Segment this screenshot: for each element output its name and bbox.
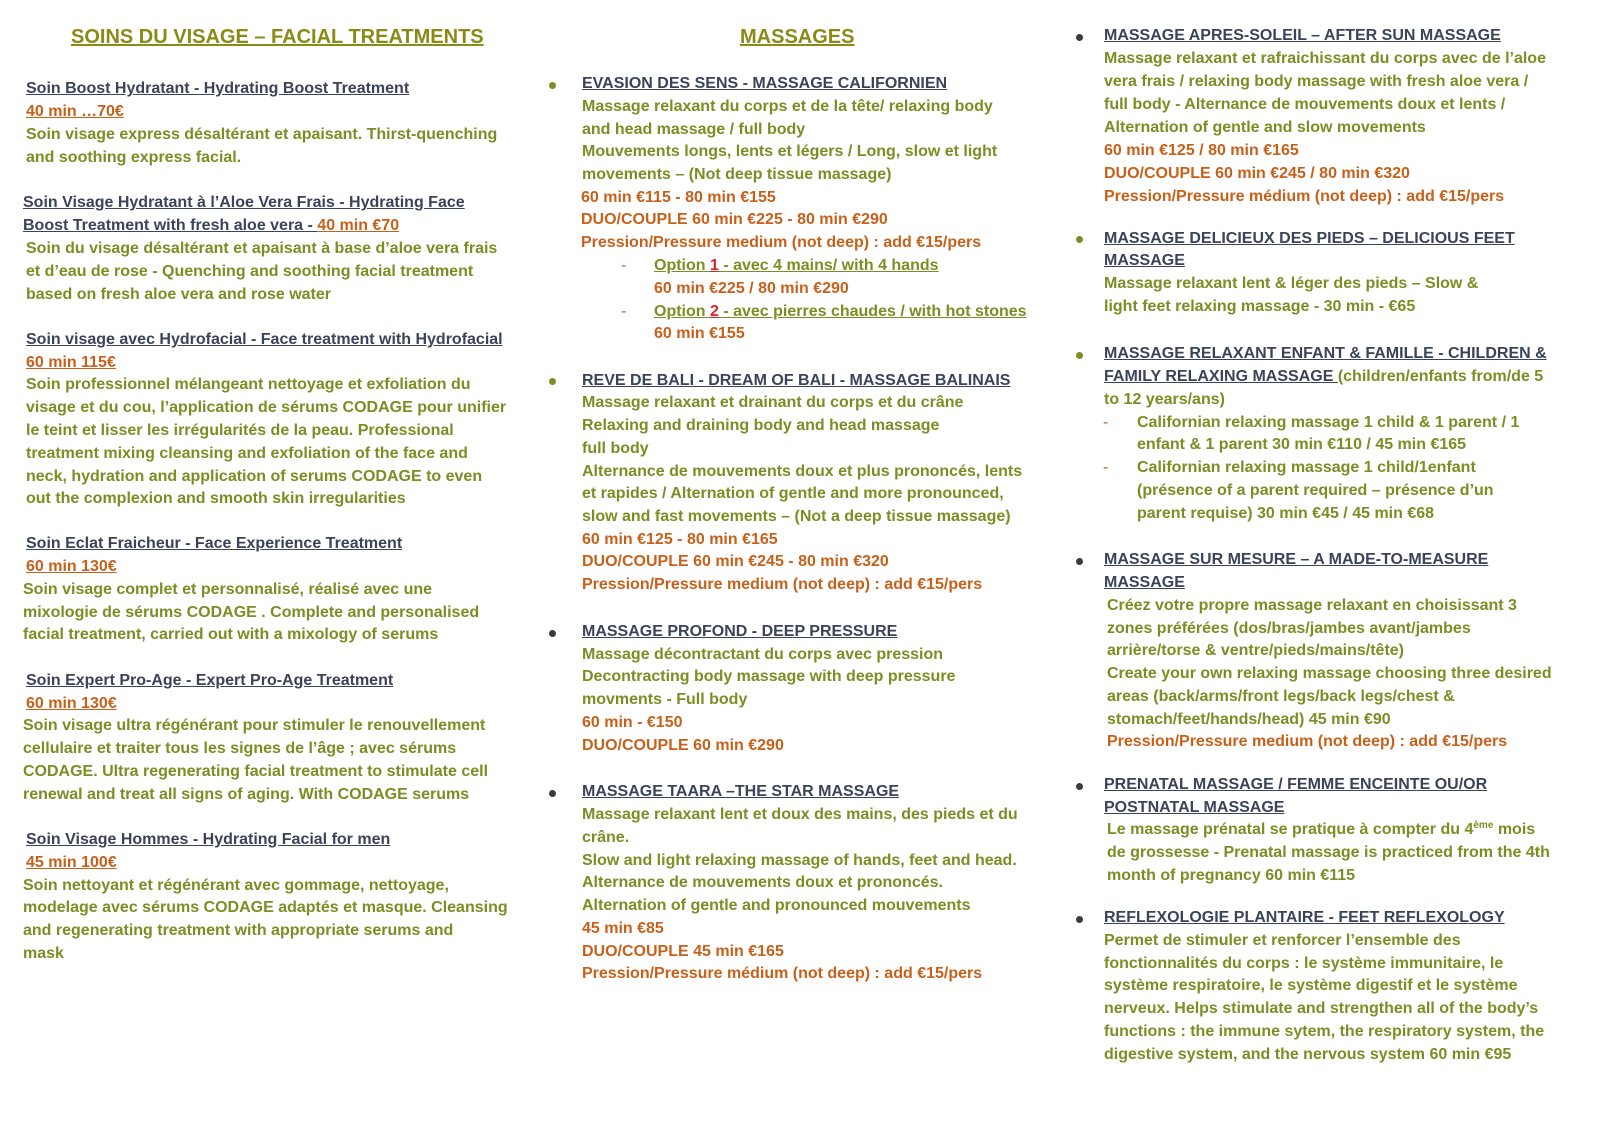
- massage-price: 45 min €85: [582, 920, 664, 937]
- facial-item-desc: and regenerating treatment with appropriate serums and: [23, 922, 454, 939]
- facial-item-desc: facial treatment, carried out with a mixology of serums: [23, 626, 439, 643]
- facial-item-desc: CODAGE. Ultra regenerating facial treatment to stimulate cell: [23, 763, 489, 780]
- facial-item-desc: Soin visage express désaltérant et apaisant. Thirst-quenching: [26, 126, 498, 143]
- facial-item-desc: Soin visage ultra régénérant pour stimuler le renouvellement: [23, 717, 486, 734]
- facial-item-desc: modelage avec sérums CODAGE adaptés et masque. Cleansing: [23, 899, 508, 916]
- facial-item-desc: renewal and treat all signs of aging. With CODAGE serums: [23, 786, 470, 803]
- facial-item-desc: and soothing express facial.: [26, 149, 242, 166]
- bullet-icon: [549, 790, 556, 797]
- bullet-icon: [1076, 352, 1083, 359]
- facial-item-name: Soin visage avec Hydrofacial - Face treatment with Hydrofacial: [26, 331, 503, 348]
- massage-desc: and head massage / full body: [582, 121, 806, 138]
- facial-item-desc: mask: [23, 945, 64, 962]
- bullet-icon: [1076, 34, 1083, 41]
- bullet-icon: [549, 378, 556, 385]
- massage-option: Californian relaxing massage 1 child & 1 parent / 1: [1137, 414, 1520, 431]
- massage-desc: digestive system, and the nervous system 60 min €95: [1104, 1046, 1512, 1063]
- ordinal-suffix: ème: [1473, 820, 1494, 831]
- massage-option: parent requise) 30 min €45 / 45 min €68: [1137, 505, 1435, 522]
- facial-item-price: 40 min €70: [317, 217, 400, 234]
- massage-desc: arrière/torse & ventre/pieds/mains/tête): [1107, 642, 1405, 659]
- option-number: 1: [709, 257, 719, 274]
- massage-desc: fonctionnalités du corps : le système immunitaire, le: [1104, 955, 1504, 972]
- massage-pressure: Pression/Pressure médium (not deep) : add €15/pers: [1104, 188, 1505, 205]
- massage-desc: Massage relaxant du corps et de la tête/ relaxing body: [582, 98, 993, 115]
- dash-bullet-icon: -: [621, 257, 627, 274]
- massages-title: MASSAGES: [740, 26, 855, 48]
- dash-bullet-icon: -: [1103, 414, 1109, 431]
- massage-desc: Slow and light relaxing massage of hands, feet and head.: [582, 852, 1017, 869]
- massage-pressure: Pression/Pressure medium (not deep) : add €15/pers: [582, 576, 983, 593]
- massage-price: 60 min €115 - 80 min €155: [581, 189, 776, 206]
- massage-desc: slow and fast movements – (Not a deep tissue massage): [582, 508, 1011, 525]
- massage-name: MASSAGE: [1104, 252, 1185, 269]
- massage-price: DUO/COUPLE 60 min €290: [582, 737, 784, 754]
- dash-bullet-icon: -: [1103, 459, 1109, 476]
- facial-item-name: Soin Visage Hommes - Hydrating Facial for men: [26, 831, 391, 848]
- massage-name: EVASION DES SENS - MASSAGE CALIFORNIEN: [582, 75, 948, 92]
- massage-option: enfant & 1 parent 30 min €110 / 45 min €165: [1137, 436, 1467, 453]
- facial-item-name: Soin Expert Pro-Age - Expert Pro-Age Treatment: [26, 672, 394, 689]
- massage-pressure: Pression/Pressure medium (not deep) : add €15/pers: [1107, 733, 1508, 750]
- option-number: 2: [709, 303, 719, 320]
- massage-desc: vera frais / relaxing body massage with fresh aloe vera /: [1104, 73, 1529, 90]
- option-price: 60 min €225 / 80 min €290: [654, 280, 849, 297]
- bullet-icon: [549, 630, 556, 637]
- facial-title: SOINS DU VISAGE – FACIAL TREATMENTS: [71, 26, 484, 48]
- massage-desc: movments - Full body: [582, 691, 748, 708]
- facial-item-desc: treatment mixing cleansing and exfoliation of the face and: [26, 445, 468, 462]
- massage-desc: Massage relaxant et rafraichissant du corps avec de l’aloe: [1104, 50, 1546, 67]
- facial-item-desc: et d’eau de rose - Quenching and soothing facial treatment: [26, 263, 474, 280]
- massage-desc: Mouvements longs, lents et légers / Long, slow et light: [582, 143, 998, 160]
- massage-name: PRENATAL MASSAGE / FEMME ENCEINTE OU/OR: [1104, 776, 1488, 793]
- massage-price: 60 min - €150: [582, 714, 683, 731]
- massage-desc: Relaxing and draining body and head massage: [582, 417, 940, 434]
- option-desc: - avec 4 mains/ with 4 hands: [718, 257, 939, 274]
- massage-name: REVE DE BALI - DREAM OF BALI - MASSAGE BALINAIS: [582, 372, 1011, 389]
- massage-desc: Permet de stimuler et renforcer l’ensemble des: [1104, 932, 1461, 949]
- massage-desc: Créez votre propre massage relaxant en choisissant 3: [1107, 597, 1517, 614]
- massage-price: DUO/COUPLE 60 min €225 - 80 min €290: [581, 211, 888, 228]
- option-label: Option: [654, 303, 710, 320]
- massage-name: POSTNATAL MASSAGE: [1104, 799, 1285, 816]
- facial-item-name-line: [23, 214, 399, 237]
- massage-option: (présence of a parent required – présence d’un: [1137, 482, 1494, 499]
- massage-desc: movements – (Not deep tissue massage): [582, 166, 892, 183]
- massage-desc: Alternance de mouvements doux et plus prononcés, lents: [582, 463, 1023, 480]
- massage-desc: areas (back/arms/front legs/back legs/chest &: [1107, 688, 1455, 705]
- massage-desc: full body - Alternance de mouvements doux et lents /: [1104, 96, 1506, 113]
- facial-item-name: Boost Treatment with fresh aloe vera -: [23, 217, 318, 234]
- massage-desc: zones préférées (dos/bras/jambes avant/jambes: [1107, 620, 1471, 637]
- massage-name: MASSAGE TAARA –THE STAR MASSAGE: [582, 783, 900, 800]
- facial-item-desc: Soin visage complet et personnalisé, réalisé avec une: [23, 581, 433, 598]
- facial-item-price: 60 min 130€: [26, 558, 117, 575]
- facial-item-price: 60 min 130€: [26, 695, 117, 712]
- facial-item-price: 45 min 100€: [26, 854, 117, 871]
- massage-desc: Massage relaxant lent & léger des pieds – Slow &: [1104, 275, 1479, 292]
- massage-desc: full body: [582, 440, 649, 457]
- massage-pressure: Pression/Pressure medium (not deep) : add €15/pers: [581, 234, 982, 251]
- facial-item-name: Soin Eclat Fraicheur - Face Experience Treatment: [26, 535, 403, 552]
- massage-name: MASSAGE: [1104, 574, 1185, 591]
- massage-desc: stomach/feet/hands/head) 45 min €90: [1107, 711, 1391, 728]
- facial-item-desc: based on fresh aloe vera and rose water: [26, 286, 332, 303]
- massage-desc: Alternance de mouvements doux et prononcés.: [582, 874, 943, 891]
- option-price: 60 min €155: [654, 325, 745, 342]
- facial-item-desc: le teint et lisser les irrégularités de la peau. Professional: [26, 422, 454, 439]
- dash-bullet-icon: -: [621, 303, 627, 320]
- massage-desc: et rapides / Alternation of gentle and more pronounced,: [582, 485, 1004, 502]
- massage-price: DUO/COUPLE 60 min €245 - 80 min €320: [582, 553, 889, 570]
- massage-name: MASSAGE DELICIEUX DES PIEDS – DELICIOUS FEET: [1104, 230, 1515, 247]
- massage-desc: [1107, 818, 1535, 841]
- massage-desc: Massage relaxant lent et doux des mains, des pieds et du: [582, 806, 1018, 823]
- massage-price: DUO/COUPLE 60 min €245 / 80 min €320: [1104, 165, 1410, 182]
- massage-age-range: to 12 years/ans): [1104, 391, 1225, 408]
- facial-item-desc: Soin du visage désaltérant et apaisant à base d’aloe vera frais: [26, 240, 498, 257]
- massage-desc: crâne.: [582, 829, 630, 846]
- massage-desc: de grossesse - Prenatal massage is practiced from the 4th: [1107, 844, 1550, 861]
- massage-desc: light feet relaxing massage - 30 min - €65: [1104, 298, 1416, 315]
- bullet-icon: [1076, 916, 1083, 923]
- bullet-icon: [1076, 783, 1083, 790]
- massage-price: 60 min €125 / 80 min €165: [1104, 142, 1299, 159]
- facial-item-name: Soin Boost Hydratant - Hydrating Boost Treatment: [26, 80, 410, 97]
- massage-desc: Alternation of gentle and pronounced mouvements: [582, 897, 971, 914]
- massage-desc: système respiratoire, le système digestif et le système: [1104, 977, 1518, 994]
- massage-price: DUO/COUPLE 45 min €165: [582, 943, 784, 960]
- massage-name: FAMILY RELAXING MASSAGE: [1104, 368, 1338, 385]
- massage-desc: Massage relaxant et drainant du corps et du crâne: [582, 394, 964, 411]
- facial-item-name: Soin Visage Hydratant à l’Aloe Vera Frais - Hydrating Face: [23, 194, 465, 211]
- massage-desc-text: Le massage prénatal se pratique à compter du 4: [1107, 821, 1474, 838]
- massage-desc-text: mois: [1493, 821, 1536, 838]
- bullet-icon: [549, 82, 556, 89]
- option-2: [654, 300, 1027, 323]
- option-desc: - avec pierres chaudes / with hot stones: [718, 303, 1027, 320]
- massage-name: MASSAGE RELAXANT ENFANT & FAMILLE - CHILDREN &: [1104, 345, 1547, 362]
- massage-desc: functions : the immune sytem, the respiratory system, the: [1104, 1023, 1545, 1040]
- massage-age-range: (children/enfants from/de 5: [1337, 368, 1544, 385]
- facial-item-desc: Soin professionnel mélangeant nettoyage et exfoliation du: [26, 376, 471, 393]
- massage-name: MASSAGE APRES-SOLEIL – AFTER SUN MASSAGE: [1104, 27, 1501, 44]
- option-label: Option: [654, 257, 710, 274]
- massage-desc: Decontracting body massage with deep pressure: [582, 668, 956, 685]
- massage-price: 60 min €125 - 80 min €165: [582, 531, 778, 548]
- massage-name-line: [1104, 365, 1543, 388]
- bullet-icon: [1076, 558, 1083, 565]
- facial-item-desc: cellulaire et traiter tous les signes de l’âge ; avec sérums: [23, 740, 457, 757]
- facial-item-price: 60 min 115€: [26, 354, 116, 371]
- massage-desc: nerveux. Helps stimulate and strengthen all of the body’s: [1104, 1000, 1539, 1017]
- facial-item-price: 40 min …70€: [26, 103, 124, 120]
- massage-desc: Massage décontractant du corps avec pression: [582, 646, 944, 663]
- facial-item-desc: out the complexion and smooth skin irregularities: [26, 490, 406, 507]
- bullet-icon: [1076, 236, 1083, 243]
- massage-desc: Create your own relaxing massage choosing three desired: [1107, 665, 1552, 682]
- massage-name: MASSAGE PROFOND - DEEP PRESSURE: [582, 623, 898, 640]
- massage-option: Californian relaxing massage 1 child/1enfant: [1137, 459, 1476, 476]
- facial-item-desc: Soin nettoyant et régénérant avec gommage, nettoyage,: [23, 877, 449, 894]
- massage-name: REFLEXOLOGIE PLANTAIRE - FEET REFLEXOLOGY: [1104, 909, 1505, 926]
- massage-desc: month of pregnancy 60 min €115: [1107, 867, 1356, 884]
- massage-desc: Alternation of gentle and slow movements: [1104, 119, 1426, 136]
- facial-item-desc: neck, hydration and application of serums CODAGE to even: [26, 468, 483, 485]
- massage-pressure: Pression/Pressure médium (not deep) : add €15/pers: [582, 965, 983, 982]
- facial-item-desc: visage et du cou, l’application de sérums CODAGE pour unifier: [26, 399, 507, 416]
- facial-item-desc: mixologie de sérums CODAGE . Complete and personalised: [23, 604, 480, 621]
- option-1: [654, 254, 939, 277]
- massage-name: MASSAGE SUR MESURE – A MADE-TO-MEASURE: [1104, 551, 1489, 568]
